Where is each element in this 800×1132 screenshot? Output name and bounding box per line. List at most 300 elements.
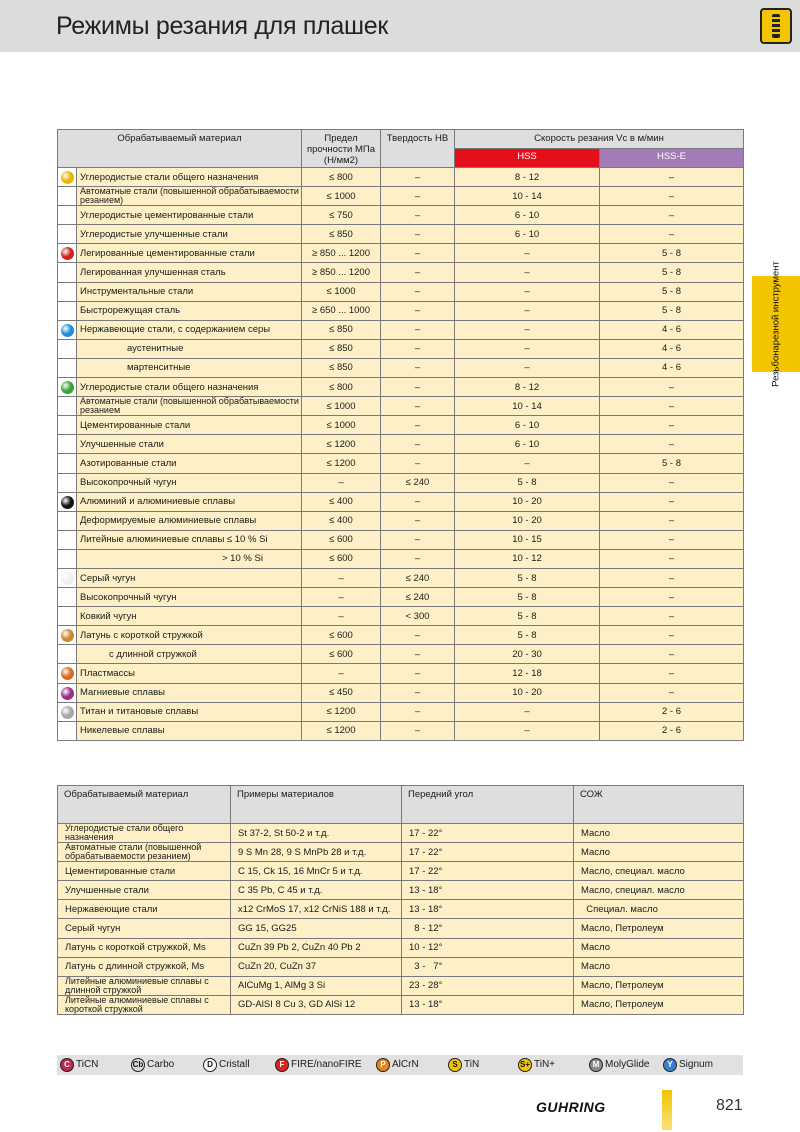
material-name-cell: Углеродистые стали общего назначения [77,378,302,397]
material-group-cell [58,664,77,683]
coating-item [131,1058,174,1072]
table-row [58,530,744,549]
material-group-cell [58,626,77,645]
strength-cell: ≤ 600 [302,530,381,549]
coating-label: Carbo [147,1059,175,1070]
coating-badge-icon: Y [663,1058,677,1072]
coating-item [518,1058,555,1072]
table-row [58,187,744,206]
material-group-cell [58,378,77,397]
table-row [58,301,744,320]
material-group-cell [58,702,77,721]
hsse-speed-cell: – [600,683,744,702]
table-row [58,824,744,843]
rake-angle-cell: 10 - 12° [402,938,574,957]
col-header-material: Обрабатываемый материал [58,786,231,824]
coolant-cell: Масло, специал. масло [574,881,744,900]
coating-item [663,1058,713,1072]
col-header-hardness: Твердость HB [381,130,455,168]
strength-cell: ≤ 800 [302,168,381,187]
material-group-cell [58,187,77,206]
strength-cell: ≤ 850 [302,320,381,339]
material-examples-cell: St 37-2, St 50-2 и т.д. [231,824,402,843]
table-row [58,721,744,740]
hsse-speed-cell: – [600,225,744,244]
hsse-speed-cell: – [600,530,744,549]
hsse-speed-cell: – [600,492,744,511]
hsse-speed-cell: – [600,664,744,683]
strength-cell: ≤ 1200 [302,435,381,454]
hss-speed-cell: – [455,320,600,339]
material-examples-cell: GG 15, GG25 [231,919,402,938]
hsse-speed-cell: – [600,397,744,416]
coating-badge-icon: M [589,1058,603,1072]
hardness-cell: – [381,206,455,225]
material-name-cell: Инструментальные стали [77,282,302,301]
hardness-cell: – [381,721,455,740]
hsse-speed-cell: – [600,416,744,435]
material-examples-cell: GD-AlSI 8 Cu 3, GD AlSi 12 [231,995,402,1014]
material-group-cell [58,511,77,530]
material-name-cell: Легированная улучшенная сталь [77,263,302,282]
material-group-cell [58,530,77,549]
table-row [58,511,744,530]
hardness-cell: – [381,549,455,568]
table-row [58,378,744,397]
coating-badge-icon: D [203,1058,217,1072]
material-group-cell [58,549,77,568]
rake-angle-cell: 13 - 18° [402,881,574,900]
hardness-cell: < 300 [381,607,455,626]
coating-item [203,1058,250,1072]
material-group-cell [58,568,77,587]
hsse-speed-cell: 2 - 6 [600,702,744,721]
cutting-geometry-table [57,785,744,1015]
coolant-cell: Специал. масло [574,900,744,919]
coating-label: AlCrN [392,1059,419,1070]
rake-angle-cell: 8 - 12° [402,919,574,938]
section-tab[interactable] [752,261,800,387]
material-name-cell: Быстрорежущая сталь [77,301,302,320]
material-group-dot-icon [61,324,74,337]
section-tab-label: Резьбонарезной инструмент [770,261,782,387]
coating-badge-icon: S [448,1058,462,1072]
material-group-cell [58,588,77,607]
material-group-dot-icon [61,572,74,585]
coating-item [275,1058,362,1072]
table-row [58,843,744,862]
material-name-cell: Серый чугун [58,919,231,938]
material-group-cell [58,263,77,282]
col-header-strength: Предел прочности МПа (Н/мм2) [302,130,381,168]
material-name-cell: Цементированные стали [77,416,302,435]
hss-speed-cell: 10 - 15 [455,530,600,549]
hss-speed-cell: – [455,301,600,320]
strength-cell: ≤ 600 [302,549,381,568]
strength-cell: ≤ 600 [302,626,381,645]
material-group-cell [58,358,77,377]
material-name-cell: Латунь с длинной стружкой, Ms [58,957,231,976]
material-group-cell [58,339,77,358]
coating-badge-icon: C [60,1058,74,1072]
hardness-cell: – [381,339,455,358]
hsse-speed-cell: – [600,568,744,587]
coating-badge-icon: S+ [518,1058,532,1072]
strength-cell: – [302,664,381,683]
material-group-dot-icon [61,706,74,719]
material-group-dot-icon [61,247,74,260]
hardness-cell: – [381,397,455,416]
strength-cell: – [302,568,381,587]
hardness-cell: – [381,187,455,206]
material-examples-cell: 9 S Mn 28, 9 S MnPb 28 и т.д. [231,843,402,862]
material-name-cell: Пластмассы [77,664,302,683]
strength-cell: ≤ 1200 [302,454,381,473]
material-group-cell [58,435,77,454]
coating-label: MolyGlide [605,1059,650,1070]
material-name-cell: Углеродистые улучшенные стали [77,225,302,244]
hss-speed-cell: 8 - 12 [455,378,600,397]
hardness-cell: – [381,225,455,244]
table-row [58,492,744,511]
hardness-cell: – [381,378,455,397]
hss-speed-cell: 5 - 8 [455,607,600,626]
hardness-cell: – [381,530,455,549]
table-row [58,702,744,721]
hss-speed-cell: 10 - 20 [455,683,600,702]
rake-angle-cell: 13 - 18° [402,900,574,919]
hss-speed-cell: 10 - 12 [455,549,600,568]
material-name-cell: Высокопрочный чугун [77,473,302,492]
table-row [58,320,744,339]
hsse-speed-cell: – [600,607,744,626]
strength-cell: ≥ 650 ... 1000 [302,301,381,320]
hardness-cell: – [381,358,455,377]
coating-legend [57,1055,743,1075]
table-row [58,263,744,282]
hsse-speed-cell: – [600,588,744,607]
material-group-dot-icon [61,171,74,184]
material-name-cell: Серый чугун [77,568,302,587]
material-group-cell [58,168,77,187]
material-name-cell: Углеродистые цементированные стали [77,206,302,225]
hss-speed-cell: 10 - 20 [455,492,600,511]
coating-badge-icon: F [275,1058,289,1072]
table-row [58,862,744,881]
coating-badge-icon: P [376,1058,390,1072]
coolant-cell: Масло [574,957,744,976]
material-name-cell: Титан и титановые сплавы [77,702,302,721]
material-name-cell: Улучшенные стали [58,881,231,900]
tap-tool-icon [760,8,792,44]
material-name-cell: Углеродистые стали общего назначения [77,168,302,187]
rake-angle-cell: 17 - 22° [402,843,574,862]
coolant-cell: Масло, Петролеум [574,919,744,938]
hss-speed-cell: – [455,263,600,282]
material-group-dot-icon [61,667,74,680]
table-row [58,683,744,702]
material-name-cell: Автоматные стали (повышенной обрабатываемости резанием) [77,187,302,206]
hardness-cell: ≤ 240 [381,473,455,492]
strength-cell: ≤ 1000 [302,416,381,435]
col-header-speed: Скорость резания Vc в м/мин [455,130,744,149]
material-name-cell: Автоматные стали (повышенной обрабатываемости резанием) [58,843,231,862]
hss-speed-cell: 6 - 10 [455,225,600,244]
material-examples-cell: CuZn 39 Pb 2, CuZn 40 Pb 2 [231,938,402,957]
material-name-cell: аустенитные [77,339,302,358]
material-group-cell [58,683,77,702]
material-group-cell [58,397,77,416]
strength-cell: – [302,473,381,492]
material-group-cell [58,454,77,473]
material-name-cell: Нержавеющие стали [58,900,231,919]
material-name-cell: > 10 % Si [77,549,302,568]
col-header-examples: Примеры материалов [231,786,402,824]
material-name-cell: Автоматные стали (повышенной обрабатываемости резанием [77,397,302,416]
material-name-cell: Улучшенные стали [77,435,302,454]
coolant-cell: Масло, Петролеум [574,995,744,1014]
hardness-cell: – [381,454,455,473]
hss-speed-cell: 5 - 8 [455,568,600,587]
material-name-cell: Литейные алюминиевые сплавы ≤ 10 % Si [77,530,302,549]
hss-speed-cell: 8 - 12 [455,168,600,187]
hss-speed-cell: – [455,244,600,263]
hardness-cell: – [381,511,455,530]
table-row [58,995,744,1014]
hsse-speed-cell: – [600,206,744,225]
hss-speed-cell: 6 - 10 [455,416,600,435]
table-row [58,607,744,626]
strength-cell: ≤ 750 [302,206,381,225]
table-row [58,900,744,919]
strength-cell: ≤ 1200 [302,721,381,740]
material-group-cell [58,473,77,492]
material-name-cell: Ковкий чугун [77,607,302,626]
hss-speed-cell: 5 - 8 [455,626,600,645]
table-row [58,416,744,435]
hsse-speed-cell: 4 - 6 [600,320,744,339]
coolant-cell: Масло [574,824,744,843]
material-name-cell: Никелевые сплавы [77,721,302,740]
hardness-cell: – [381,626,455,645]
table-row [58,976,744,995]
material-name-cell: Литейные алюминиевые сплавы с короткой стружкой [58,995,231,1014]
strength-cell: – [302,588,381,607]
hsse-speed-cell: – [600,168,744,187]
hss-speed-cell: 6 - 10 [455,206,600,225]
material-name-cell: Латунь с короткой стружкой, Ms [58,938,231,957]
hardness-cell: – [381,664,455,683]
hss-speed-cell: 10 - 14 [455,187,600,206]
hsse-speed-cell: 5 - 8 [600,301,744,320]
material-group-cell [58,244,77,263]
hss-speed-cell: 6 - 10 [455,435,600,454]
strength-cell: – [302,607,381,626]
material-examples-cell: C 15, Ck 15, 16 MnCr 5 и т.д. [231,862,402,881]
table-row [58,473,744,492]
table-row [58,645,744,664]
page-title: Режимы резания для плашек [56,12,388,40]
hss-speed-cell: 5 - 8 [455,588,600,607]
material-name-cell: Нержавеющие стали, с содержанием серы [77,320,302,339]
hsse-speed-cell: – [600,626,744,645]
hardness-cell: – [381,263,455,282]
table-row [58,881,744,900]
table-row [58,938,744,957]
hsse-speed-cell: 5 - 8 [600,263,744,282]
table-row [58,168,744,187]
strength-cell: ≥ 850 ... 1200 [302,263,381,282]
material-name-cell: Углеродистые стали общего назначения [58,824,231,843]
material-group-cell [58,206,77,225]
footer-accent-bar [662,1090,672,1130]
hardness-cell: – [381,301,455,320]
coating-label: TiN [464,1059,480,1070]
material-name-cell: мартенситные [77,358,302,377]
strength-cell: ≤ 800 [302,378,381,397]
material-group-cell [58,301,77,320]
hsse-speed-cell: 4 - 6 [600,339,744,358]
coating-label: Signum [679,1059,713,1070]
rake-angle-cell: 13 - 18° [402,995,574,1014]
strength-cell: ≤ 1000 [302,187,381,206]
table-row [58,397,744,416]
hss-speed-cell: 10 - 14 [455,397,600,416]
coating-label: TiCN [76,1059,99,1070]
strength-cell: ≤ 850 [302,225,381,244]
page-number: 821 [716,1097,743,1114]
material-name-cell: Алюминий и алюминиевые сплавы [77,492,302,511]
hsse-speed-cell: – [600,511,744,530]
table-row [58,919,744,938]
strength-cell: ≤ 1000 [302,282,381,301]
material-group-cell [58,645,77,664]
hardness-cell: – [381,282,455,301]
hss-speed-cell: – [455,721,600,740]
hsse-speed-cell: 4 - 6 [600,358,744,377]
table-row [58,282,744,301]
hsse-speed-cell: – [600,378,744,397]
table-row [58,549,744,568]
strength-cell: ≤ 400 [302,492,381,511]
coating-label: FIRE/nanoFIRE [291,1059,362,1070]
material-group-cell [58,492,77,511]
col-header-material: Обрабатываемый материал [58,130,302,168]
table-row [58,225,744,244]
material-name-cell: Азотированные стали [77,454,302,473]
hsse-speed-cell: 5 - 8 [600,282,744,301]
material-name-cell: Латунь с короткой стружкой [77,626,302,645]
hss-speed-cell: – [455,358,600,377]
hardness-cell: ≤ 240 [381,568,455,587]
strength-cell: ≥ 850 ... 1200 [302,244,381,263]
coating-badge-icon: Cb [131,1058,145,1072]
hsse-speed-cell: 5 - 8 [600,454,744,473]
brand-logo: GUHRING [536,1099,606,1115]
page-header [0,0,800,52]
hardness-cell: – [381,492,455,511]
table-row [58,454,744,473]
cutting-speed-table [57,129,744,741]
material-examples-cell: C 35 Pb, C 45 и т.д. [231,881,402,900]
hardness-cell: ≤ 240 [381,588,455,607]
material-group-dot-icon [61,496,74,509]
hss-speed-cell: 5 - 8 [455,473,600,492]
hardness-cell: – [381,435,455,454]
material-name-cell: Высокопрочный чугун [77,588,302,607]
rake-angle-cell: 17 - 22° [402,824,574,843]
table-row [58,664,744,683]
coating-item [589,1058,649,1072]
hardness-cell: – [381,416,455,435]
material-examples-cell: x12 CrMoS 17, x12 CrNiS 188 и т.д. [231,900,402,919]
table-row [58,339,744,358]
strength-cell: ≤ 850 [302,358,381,377]
material-examples-cell: AlCuMg 1, AlMg 3 Si [231,976,402,995]
coolant-cell: Масло, Петролеум [574,976,744,995]
material-group-cell [58,320,77,339]
hsse-speed-cell: – [600,645,744,664]
material-group-dot-icon [61,687,74,700]
coolant-cell: Масло [574,843,744,862]
coating-label: TiN+ [534,1059,556,1070]
material-group-cell [58,721,77,740]
hardness-cell: – [381,645,455,664]
strength-cell: ≤ 1200 [302,702,381,721]
hsse-speed-cell: 2 - 6 [600,721,744,740]
col-header-coolant: СОЖ [574,786,744,824]
material-group-cell [58,607,77,626]
hss-speed-cell: – [455,702,600,721]
material-examples-cell: CuZn 20, CuZn 37 [231,957,402,976]
material-group-cell [58,282,77,301]
table-row [58,626,744,645]
material-group-cell [58,416,77,435]
table-row [58,435,744,454]
hsse-speed-cell: – [600,549,744,568]
hsse-speed-cell: 5 - 8 [600,244,744,263]
material-group-cell [58,225,77,244]
col-header-hss: HSS [455,149,600,168]
hardness-cell: – [381,683,455,702]
hss-speed-cell: – [455,454,600,473]
material-group-dot-icon [61,381,74,394]
table-row [58,206,744,225]
hardness-cell: – [381,244,455,263]
strength-cell: ≤ 400 [302,511,381,530]
strength-cell: ≤ 850 [302,339,381,358]
strength-cell: ≤ 1000 [302,397,381,416]
hsse-speed-cell: – [600,187,744,206]
material-name-cell: Литейные алюминиевые сплавы с длинной стружкой [58,976,231,995]
hss-speed-cell: 12 - 18 [455,664,600,683]
col-header-angle: Передний угол [402,786,574,824]
table-row [58,244,744,263]
coolant-cell: Масло [574,938,744,957]
coating-item [60,1058,98,1072]
hss-speed-cell: – [455,339,600,358]
hardness-cell: – [381,320,455,339]
material-name-cell: с длинной стружкой [77,645,302,664]
strength-cell: ≤ 600 [302,645,381,664]
hss-speed-cell: 10 - 20 [455,511,600,530]
coating-label: Cristall [219,1059,250,1070]
material-name-cell: Цементированные стали [58,862,231,881]
coating-item [376,1058,419,1072]
hss-speed-cell: 20 - 30 [455,645,600,664]
hardness-cell: – [381,168,455,187]
material-name-cell: Легированные цементированные стали [77,244,302,263]
